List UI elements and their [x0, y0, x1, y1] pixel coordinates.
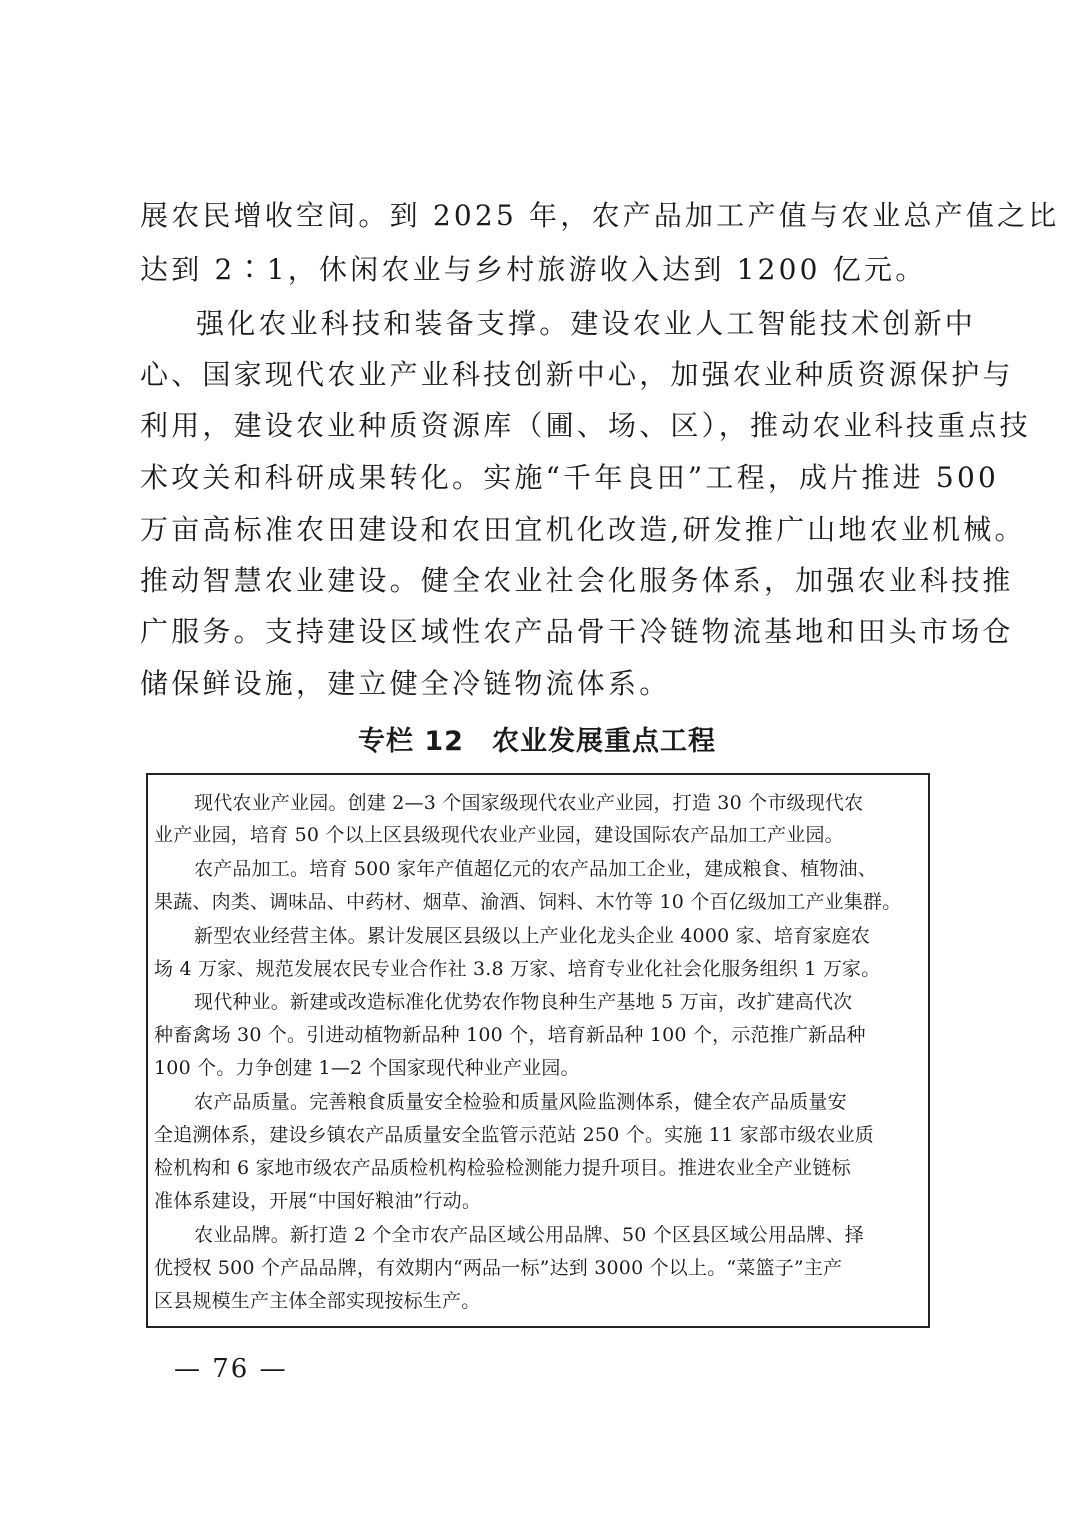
column-line: 100 个。力争创建 1—2 个国家现代种业产业园。: [154, 1057, 580, 1079]
column-line: 场 4 万家、规范发展农民专业合作社 3.8 万家、培育专业化社会化服务组织 1 万家。: [154, 958, 881, 980]
column-line: 业产业园，培育 50 个以上区县级现代农业产业园，建设国际农产品加工产业园。: [154, 824, 844, 846]
body-line: 储保鲜设施，建立健全冷链物流体系。: [140, 667, 671, 700]
column-line: 全追溯体系，建设乡镇农产品质量安全监管示范站 250 个。实施 11 家部市级农业质: [154, 1124, 875, 1146]
column-line: 农业品牌。新打造 2 个全市农产品区域公用品牌、50 个区县区域公用品牌、择: [194, 1224, 864, 1246]
body-line: 术攻关和科研成果转化。实施“千年良田”工程，成片推进 500: [140, 461, 999, 494]
column-line: 优授权 500 个产品品牌，有效期内“两品一标”达到 3000 个以上。“菜篮子”主产: [154, 1257, 843, 1279]
column-line: 准体系建设，开展“中国好粮油”行动。: [154, 1190, 482, 1212]
column-line: 区县规模生产主体全部实现按标生产。: [154, 1290, 481, 1312]
column-line: 种畜禽场 30 个。引进动植物新品种 100 个，培育新品种 100 个，示范推广新品种: [154, 1024, 866, 1046]
column-line: 农产品加工。培育 500 家年产值超亿元的农产品加工企业，建成粮食、植物油、: [194, 858, 877, 880]
column-title: 专栏 12 农业发展重点工程: [358, 726, 716, 757]
body-line: 心、国家现代农业产业科技创新中心，加强农业种质资源保护与: [140, 358, 1014, 391]
body-line: 广服务。支持建设区域性农产品骨干冷链物流基地和田头市场仓: [140, 615, 1014, 648]
body-line: 推动智慧农业建设。健全农业社会化服务体系，加强农业科技推: [140, 564, 1014, 597]
body-line: 万亩高标准农田建设和农田宜机化改造,研发推广山地农业机械。: [140, 513, 1026, 546]
column-line: 检机构和 6 家地市级农产品质检机构检验检测能力提升项目。推进农业全产业链标: [154, 1157, 851, 1179]
column-line: 新型农业经营主体。累计发展区县级以上产业化龙头企业 4000 家、培育家庭农: [194, 925, 871, 947]
column-line: 果蔬、肉类、调味品、中药材、烟草、渝酒、饲料、木竹等 10 个百亿级加工产业集群。: [154, 891, 902, 913]
body-line: 强化农业科技和装备支撑。建设农业人工智能技术创新中: [196, 307, 977, 340]
column-line: 现代种业。新建或改造标准化优势农作物良种生产基地 5 万亩，改扩建高代次: [194, 991, 853, 1013]
column-line: 现代农业产业园。创建 2—3 个国家级现代农业产业园，打造 30 个市级现代农: [194, 792, 864, 814]
page-number: — 76 —: [174, 1354, 288, 1384]
column-line: 农产品质量。完善粮食质量安全检验和质量风险监测体系，健全农产品质量安: [194, 1091, 847, 1113]
body-line: 达到 2∶1，休闲农业与乡村旅游收入达到 1200 亿元。: [140, 253, 927, 286]
body-line: 利用，建设农业种质资源库（圃、场、区），推动农业科技重点技: [140, 409, 1031, 442]
column-box: [146, 773, 930, 1328]
body-line: 展农民增收空间。到 2025 年，农产品加工产值与农业总产值之比: [140, 199, 1060, 232]
